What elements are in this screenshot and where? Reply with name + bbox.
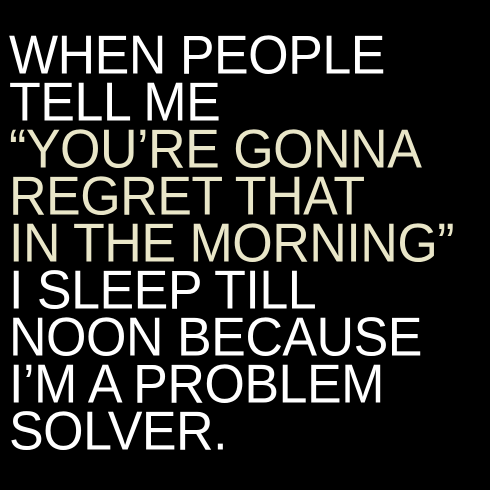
- quote-line-3-highlight: “YOU’RE GONNA: [9, 118, 422, 181]
- quote-line-2: TELL ME: [9, 71, 221, 134]
- quote-line-8: I’M A PROBLEM: [9, 353, 384, 416]
- quote-line-6: I SLEEP TILL: [9, 259, 317, 322]
- quote-line-5-highlight: IN THE MORNING”: [9, 212, 455, 275]
- quote-line-7: NOON BECAUSE: [9, 306, 422, 369]
- quote-line-1: WHEN PEOPLE: [9, 24, 385, 87]
- quote-line-9: SOLVER.: [9, 400, 228, 463]
- quote-line-4-highlight: REGRET THAT: [9, 165, 365, 228]
